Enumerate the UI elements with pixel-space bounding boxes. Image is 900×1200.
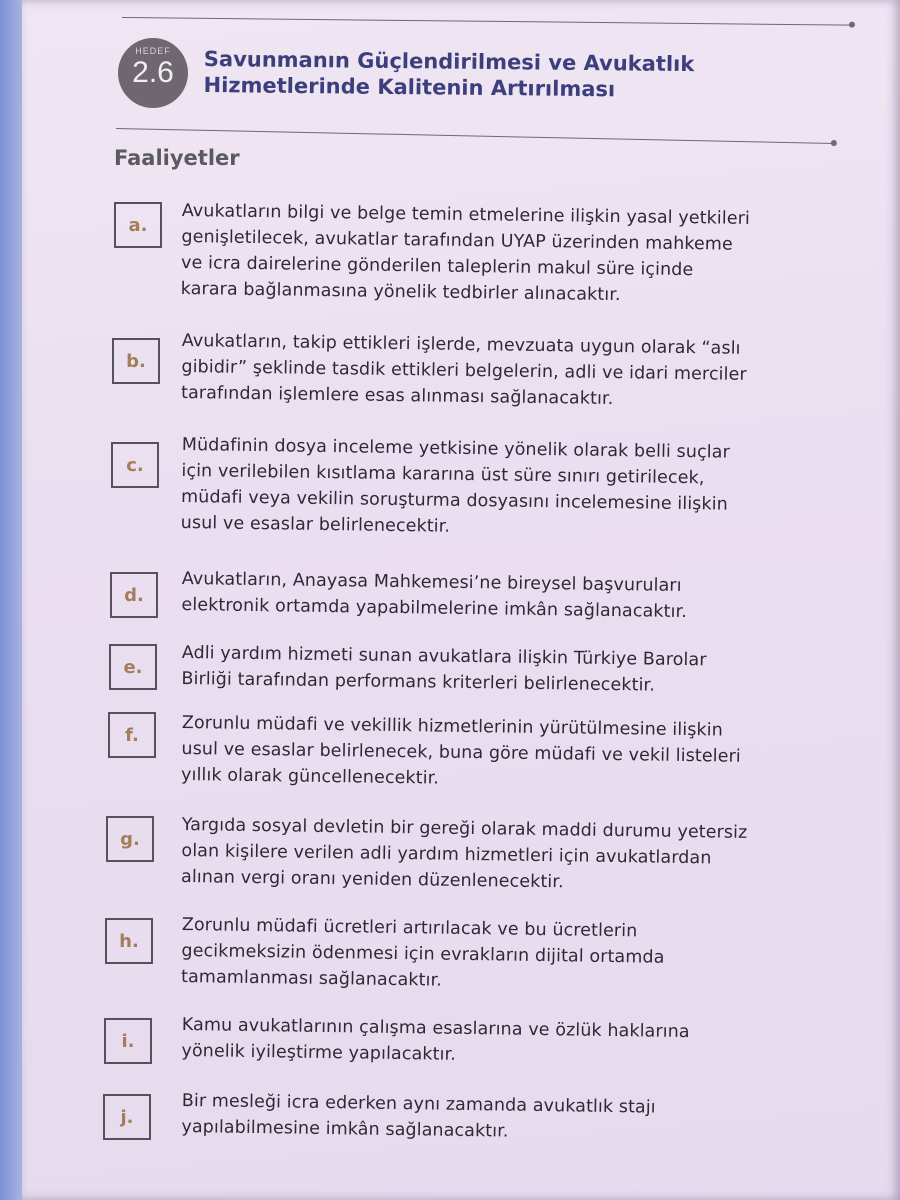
- item-line: Adli yardım hizmeti sunan avukatlara ilişkin Türkiye Barolar: [181, 642, 707, 671]
- item-text: [181, 710, 822, 797]
- item-letter: h.: [105, 918, 153, 964]
- item-letter: a.: [114, 202, 162, 248]
- item-line: Bir mesleği icra ederken aynı zamanda avukatlık stajı: [181, 1090, 656, 1118]
- item-line: Yargıda sosyal devletin bir gereği olarak maddi durumu yetersiz: [181, 814, 748, 843]
- item-text: [181, 432, 822, 545]
- item-line: gecikmeksizin ödenmesi için evrakların dijital ortamda: [181, 940, 665, 968]
- item-text: [181, 812, 822, 899]
- item-line: ve icra dairelerine gönderilen taleplerin makul süre içinde: [180, 252, 694, 281]
- item-text: [181, 566, 822, 627]
- item-text: [181, 328, 822, 415]
- item-line: Kamu avukatlarının çalışma esaslarına ve özlük haklarına: [181, 1014, 690, 1043]
- item-line: tamamlanması sağlanacaktır.: [180, 966, 443, 991]
- item-line: Birliği tarafından performans kriterleri belirlenecektir.: [181, 668, 655, 696]
- item-line: usul ve esaslar belirlenecektir.: [180, 512, 451, 537]
- item-line: Müdafinin dosya inceleme yetkisine yönelik olarak belli suçlar: [181, 434, 730, 463]
- item-line: Zorunlu müdafi ücretleri artırılacak ve bu ücretlerin: [181, 914, 638, 942]
- item-text: [181, 198, 822, 311]
- item-line: elektronik ortamda yapabilmelerine imkân sağlanacaktır.: [181, 594, 688, 623]
- goal-badge-label: HEDEF: [135, 46, 171, 56]
- item-letter: d.: [110, 572, 158, 618]
- item-letter: i.: [104, 1018, 152, 1064]
- item-line: Avukatların, takip ettikleri işlerde, mevzuata uygun olarak “aslı: [181, 330, 741, 359]
- page-title-line-2: Hizmetlerinde Kalitenin Artırılması: [203, 72, 616, 102]
- item-line: yönelik iyileştirme yapılacaktır.: [181, 1040, 457, 1065]
- item-line: genişletilecek, avukatlar tarafından UYAP üzerinden mahkeme: [181, 226, 733, 255]
- item-line: olan kişilere verilen adli yardım hizmetleri için avukatlardan: [181, 840, 712, 869]
- item-text: [181, 1088, 822, 1149]
- item-line: yapılabilmesine imkân sağlanacaktır.: [181, 1116, 509, 1142]
- item-letter: g.: [106, 816, 154, 862]
- item-line: için verilebilen kısıtlama kararına üst süre sınırı getirilecek,: [181, 460, 705, 489]
- item-letter: c.: [111, 442, 159, 488]
- item-text: [181, 640, 822, 701]
- item-text: [181, 912, 822, 999]
- item-line: usul ve esaslar belirlenecek, buna göre müdafi ve vekil listeleri: [181, 738, 741, 767]
- item-line: müdafi veya vekilin soruşturma dosyasını incelemesine ilişkin: [180, 486, 728, 515]
- item-line: karara bağlanmasına yönelik tedbirler alınacaktır.: [180, 278, 621, 306]
- item-letter: b.: [112, 338, 160, 384]
- item-line: yıllık olarak güncellenecektir.: [180, 764, 440, 789]
- item-line: tarafından işlemlere esas alınması sağlanacaktır.: [180, 382, 614, 410]
- item-letter: j.: [103, 1094, 151, 1140]
- item-line: Avukatların, Anayasa Mahkemesi’ne bireysel başvuruları: [181, 568, 682, 596]
- item-line: Zorunlu müdafi ve vekillik hizmetlerinin yürütülmesine ilişkin: [181, 712, 724, 741]
- item-letter: f.: [108, 712, 156, 758]
- page-title-line-1: Savunmanın Güçlendirilmesi ve Avukatlık: [203, 46, 695, 77]
- item-text: [181, 1012, 822, 1073]
- item-line: alınan vergi oranı yeniden düzenlenecektir.: [180, 866, 564, 893]
- item-line: Avukatların bilgi ve belge temin etmelerine ilişkin yasal yetkileri: [181, 200, 751, 229]
- item-letter: e.: [109, 644, 157, 690]
- item-line: gibidir” şeklinde tasdik ettikleri belgelerin, adli ve idari merciler: [181, 356, 747, 385]
- goal-badge-number: 2.6: [132, 56, 174, 89]
- section-heading: Faaliyetler: [114, 146, 240, 170]
